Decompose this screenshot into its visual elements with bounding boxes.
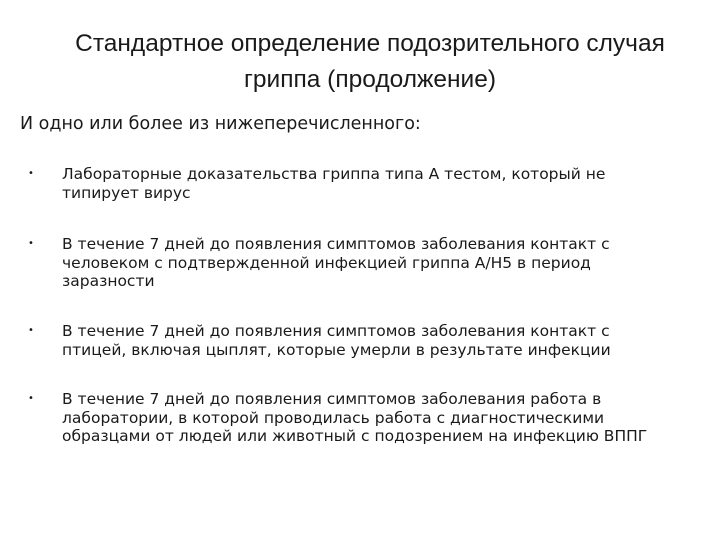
bullet-line: образцами от людей или животный с подозрением на инфекцию ВППГ bbox=[62, 427, 648, 445]
slide-title-line-2: гриппа (продолжение) bbox=[243, 66, 497, 93]
bullet-line: Лабораторные доказательства гриппа типа А тестом, который не bbox=[62, 165, 606, 183]
bullet-line: В течение 7 дней до появления симптомов заболевания контакт с bbox=[62, 235, 610, 253]
bullet-dot-icon: • bbox=[28, 325, 34, 336]
bullet-item bbox=[28, 390, 647, 446]
bullet-dot-icon: • bbox=[28, 393, 34, 404]
bullet-line: В течение 7 дней до появления симптомов заболевания работа в bbox=[62, 390, 602, 408]
bullet-item bbox=[28, 235, 610, 291]
bullet-line: птицей, включая цыплят, которые умерли в результате инфекции bbox=[62, 340, 611, 359]
bullet-dot-icon: • bbox=[28, 168, 34, 179]
slide-title-line-1: Стандартное определение подозрительного случая bbox=[75, 30, 665, 57]
bullet-item bbox=[28, 165, 605, 202]
bullet-line: лаборатории, в которой проводилась работа с диагностическими bbox=[62, 408, 605, 427]
bullet-line: В течение 7 дней до появления симптомов заболевания контакт с bbox=[62, 322, 610, 340]
bullet-dot-icon: • bbox=[28, 238, 34, 249]
bullet-line: заразности bbox=[62, 272, 155, 290]
intro-text: И одно или более из нижеперечисленного: bbox=[20, 114, 421, 134]
bullet-item bbox=[28, 322, 611, 359]
slide-title bbox=[40, 26, 700, 98]
bullet-line: человеком с подтвержденной инфекцией гриппа А/Н5 в период bbox=[62, 253, 591, 272]
bullet-line: типирует вирус bbox=[62, 183, 191, 202]
